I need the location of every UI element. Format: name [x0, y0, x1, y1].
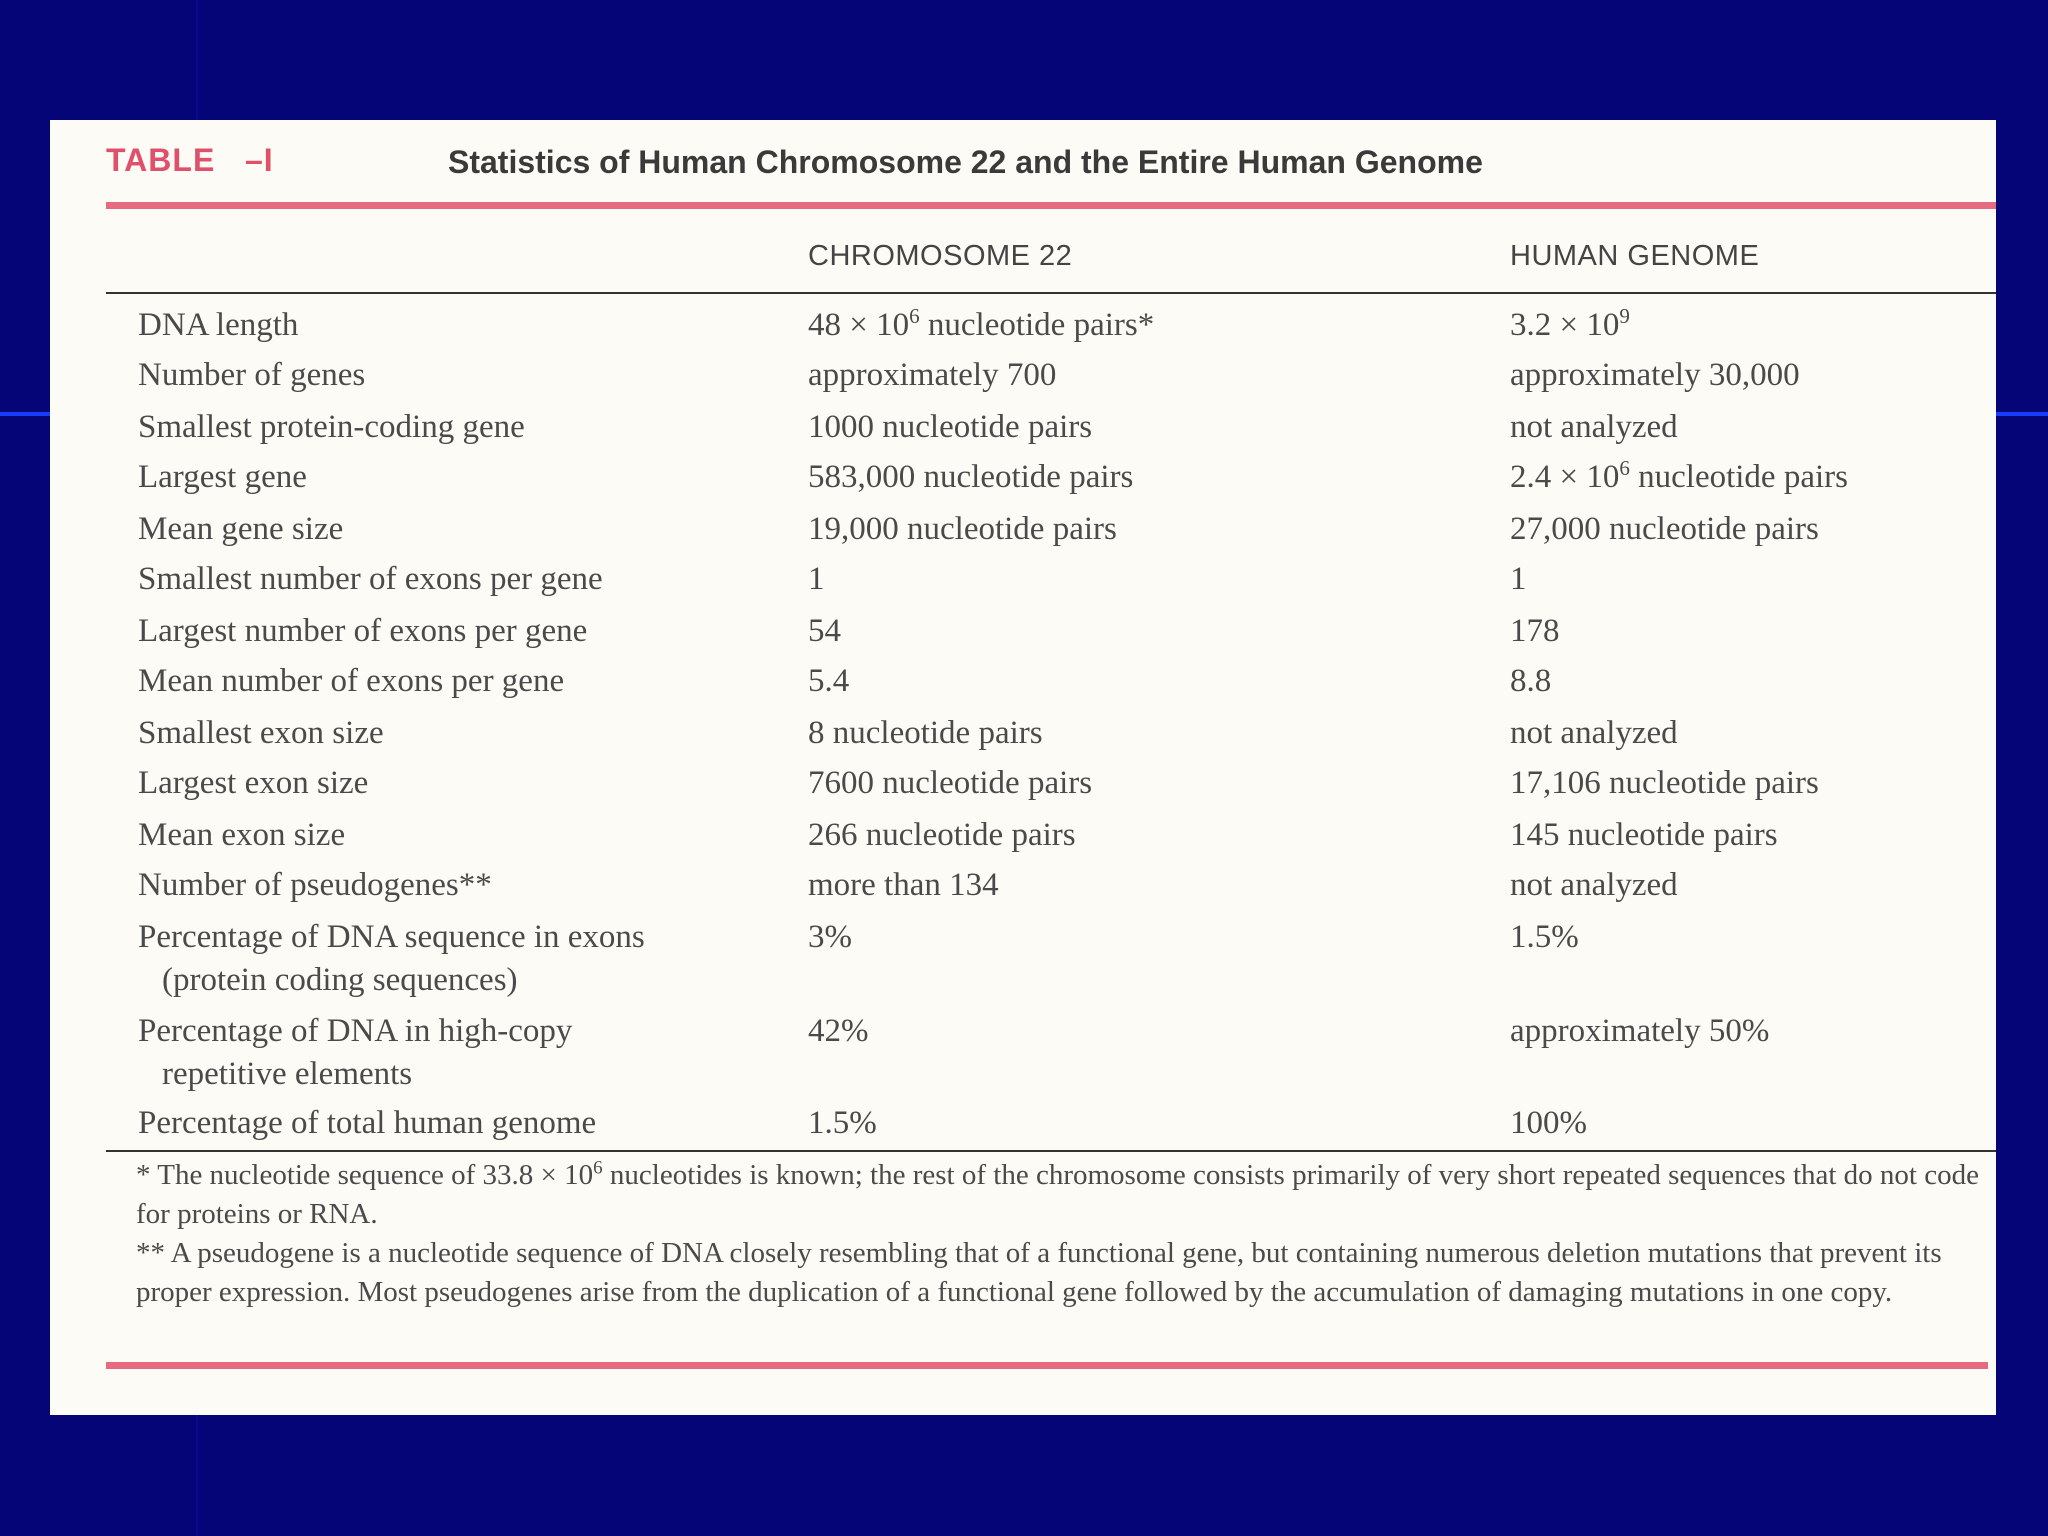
cell-human-genome: not analyzed: [1510, 867, 1678, 903]
column-header-human-genome: HUMAN GENOME: [1510, 240, 1760, 272]
row-label: Largest gene: [138, 459, 307, 495]
cell-human-genome: 100%: [1510, 1105, 1587, 1141]
cell-human-genome: approximately 30,000: [1510, 357, 1800, 393]
cell-human-genome: $2.4 \times 10^6$ nucleotide pairs: [1510, 456, 1848, 495]
row-label: Smallest exon size: [138, 715, 384, 751]
row-label: Smallest number of exons per gene: [138, 561, 603, 597]
table-header: [106, 142, 1996, 182]
cell-human-genome: 17,106 nucleotide pairs: [1510, 765, 1819, 801]
row-label: Largest exon size: [138, 765, 369, 801]
cell-human-genome: 1: [1510, 561, 1527, 597]
cell-human-genome: 178: [1510, 613, 1560, 649]
footnote-sequence-known: * The nucleotide sequence of $33.8 \times 10^6$ nucleotides is known; the rest of the chromosome consists primarily of very short repeated sequences that do not code for proteins or RNA.: [136, 1157, 1979, 1230]
cell-chromosome-22: 54: [808, 613, 841, 649]
row-label: DNA length: [138, 307, 299, 343]
cell-chromosome-22: 19,000 nucleotide pairs: [808, 511, 1117, 547]
row-label: Mean gene size: [138, 511, 344, 547]
cell-chromosome-22: $48 \times 10^6$ nucleotide pairs*: [808, 304, 1155, 343]
row-label: Mean number of exons per gene: [138, 663, 565, 699]
row-label-continued: (protein coding sequences): [162, 962, 518, 998]
cell-chromosome-22: 583,000 nucleotide pairs: [808, 459, 1134, 495]
row-label: Percentage of DNA in high-copy: [138, 1013, 573, 1049]
cell-human-genome: $3.2 \times 10^9$: [1510, 304, 1630, 343]
cell-human-genome: 1.5%: [1510, 919, 1579, 955]
cell-chromosome-22: 1000 nucleotide pairs: [808, 409, 1093, 445]
table-number-label: TABLE –I: [106, 142, 274, 178]
table-footnotes: [136, 1156, 1996, 1312]
column-header-divider: [106, 292, 1996, 294]
slide-decoration-right-rule: [1996, 412, 2048, 416]
row-label: Smallest protein-coding gene: [138, 409, 525, 445]
cell-human-genome: not analyzed: [1510, 715, 1678, 751]
cell-human-genome: not analyzed: [1510, 409, 1678, 445]
header-divider-top: [106, 202, 1996, 209]
cell-chromosome-22: approximately 700: [808, 357, 1057, 393]
row-label: Mean exon size: [138, 817, 346, 853]
row-label: Percentage of DNA sequence in exons: [138, 919, 645, 955]
cell-human-genome: 27,000 nucleotide pairs: [1510, 511, 1819, 547]
cell-chromosome-22: 5.4: [808, 663, 850, 699]
cell-chromosome-22: 8 nucleotide pairs: [808, 715, 1043, 751]
table-bottom-divider: [106, 1150, 1996, 1152]
table-panel: [50, 120, 1996, 1415]
cell-chromosome-22: 1: [808, 561, 825, 597]
footnote-pseudogene: ** A pseudogene is a nucleotide sequence of DNA closely resembling that of a functional gene, but containing numerous deletion mutations that prevent its proper expression. Most pseudogenes arise from the duplication of a functional gene followed by the accumulation of damaging mutations in one copy.: [136, 1237, 1942, 1308]
table-title: Statistics of Human Chromosome 22 and the Entire Human Genome: [448, 144, 1483, 180]
cell-chromosome-22: 1.5%: [808, 1105, 877, 1141]
row-label: Number of pseudogenes**: [138, 867, 492, 903]
row-label: Number of genes: [138, 357, 366, 393]
cell-chromosome-22: 7600 nucleotide pairs: [808, 765, 1093, 801]
cell-chromosome-22: 3%: [808, 919, 852, 955]
footer-divider-bottom: [106, 1362, 1988, 1369]
cell-chromosome-22: 42%: [808, 1013, 869, 1049]
row-label: Percentage of total human genome: [138, 1105, 597, 1141]
cell-human-genome: 145 nucleotide pairs: [1510, 817, 1778, 853]
cell-chromosome-22: more than 134: [808, 867, 999, 903]
row-label: Largest number of exons per gene: [138, 613, 588, 649]
column-header-chromosome-22: CHROMOSOME 22: [808, 240, 1073, 272]
cell-chromosome-22: 266 nucleotide pairs: [808, 817, 1076, 853]
cell-human-genome: 8.8: [1510, 663, 1552, 699]
row-label-continued: repetitive elements: [162, 1056, 413, 1092]
cell-human-genome: approximately 50%: [1510, 1013, 1770, 1049]
slide-decoration-left-rule: [0, 412, 52, 416]
